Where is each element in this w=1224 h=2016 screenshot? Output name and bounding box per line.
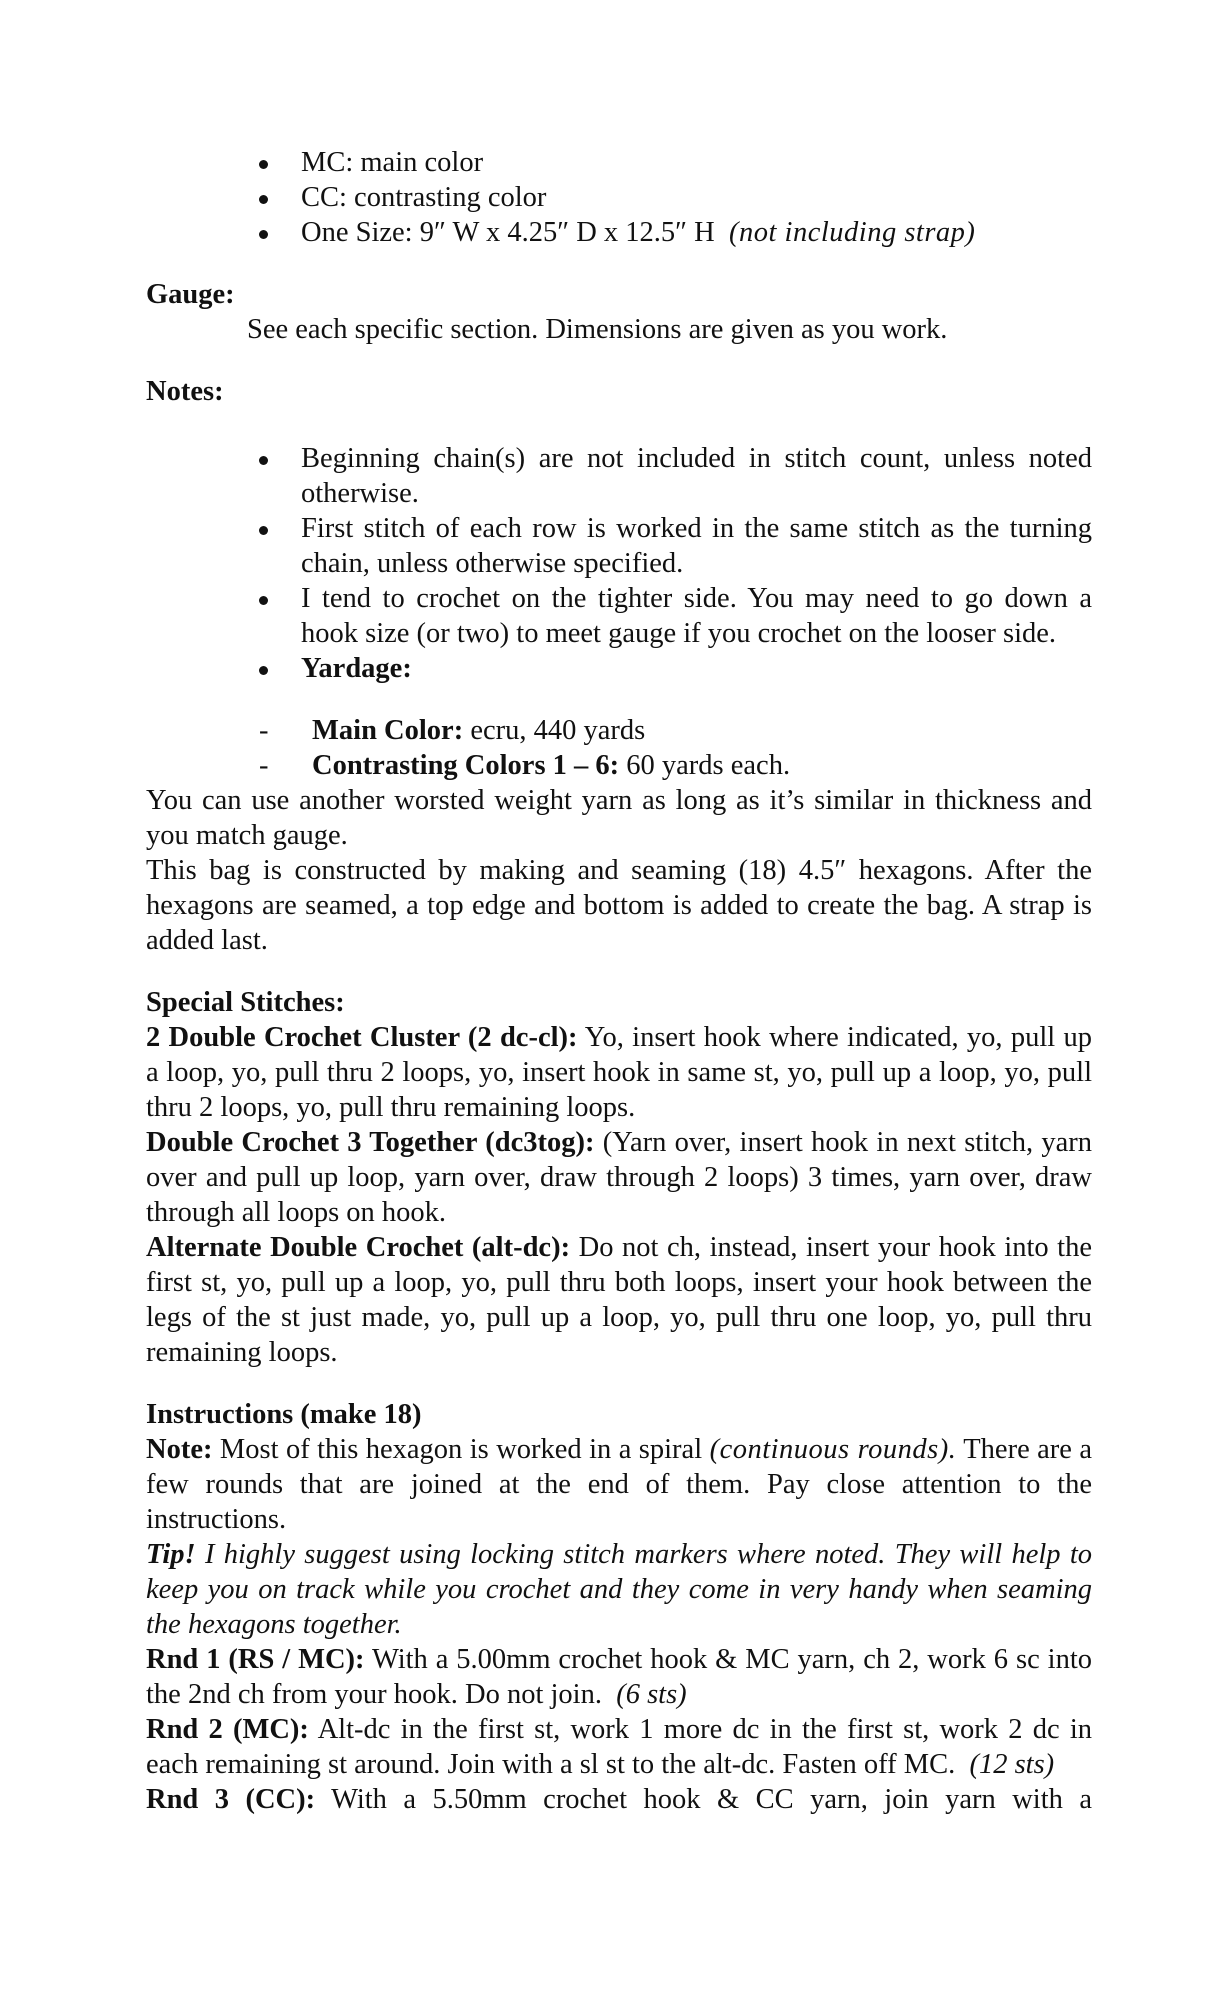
list-item-text: I tend to crochet on the tighter side. You may need to go down a hook size (or two) to meet gauge if you crochet on the looser side. bbox=[301, 583, 1092, 649]
tip-label: Tip! bbox=[146, 1539, 196, 1570]
yardage-label: Yardage: bbox=[301, 653, 412, 684]
round-label: Rnd 2 (MC): bbox=[146, 1714, 309, 1745]
round-text: Alt-dc in the first st, work 1 more dc in the first st, work 2 dc in each remaining st around. Join with a sl st to the alt-dc. Fasten off MC. bbox=[146, 1714, 1092, 1780]
list-item bbox=[146, 145, 1092, 180]
dash-marker: - bbox=[259, 715, 269, 746]
stitch-count: (12 sts) bbox=[969, 1749, 1055, 1780]
stitch-text: (Yarn over, insert hook in next stitch, yarn over and pull up loop, yarn over, draw through 2 loops) 3 times, yarn over, draw through all loops on hook. bbox=[146, 1127, 1092, 1228]
gauge-heading: Gauge: bbox=[146, 279, 235, 310]
round-label: Rnd 3 (CC): bbox=[146, 1784, 316, 1815]
yardage-item bbox=[146, 748, 1092, 783]
note-label: Note: bbox=[146, 1434, 213, 1465]
special-stitches-heading: Special Stitches: bbox=[146, 987, 345, 1018]
bullet-icon bbox=[259, 666, 268, 675]
bullet-icon bbox=[259, 526, 268, 535]
stitch-count: (6 sts) bbox=[616, 1679, 687, 1710]
yardage-item-text: 60 yards each. bbox=[626, 750, 791, 781]
round-instruction bbox=[146, 1782, 1092, 1817]
document-page bbox=[146, 145, 1092, 1817]
bullet-icon bbox=[259, 160, 268, 169]
stitch-definition bbox=[146, 1125, 1092, 1230]
stitch-text: Do not ch, instead, insert your hook into the first st, yo, pull up a loop, yo, pull thru both loops, insert your hook between the legs of the st just made, yo, pull up a loop, yo, pull thru one loop, yo, pull thru remaining loops. bbox=[146, 1232, 1093, 1368]
stitch-label: Double Crochet 3 Together (dc3tog): bbox=[146, 1127, 595, 1158]
notes-heading: Notes: bbox=[146, 376, 224, 407]
notes-list bbox=[146, 441, 1092, 686]
stitch-definition bbox=[146, 1230, 1092, 1370]
yarn-substitution-text: You can use another worsted weight yarn as long as it’s similar in thickness and you match gauge. bbox=[146, 785, 1092, 851]
instructions-heading: Instructions (make 18) bbox=[146, 1399, 422, 1430]
gauge-text: See each specific section. Dimensions are given as you work. bbox=[247, 314, 948, 345]
stitch-definition bbox=[146, 1020, 1092, 1125]
list-item-text: CC: contrasting color bbox=[301, 182, 547, 213]
yardage-list bbox=[146, 713, 1092, 783]
list-item-text: MC: main color bbox=[301, 147, 484, 178]
note-text: There are a few rounds that are joined at the end of them. Pay close attention to the instructions. bbox=[146, 1434, 1093, 1535]
list-item bbox=[146, 511, 1092, 581]
list-item-text: First stitch of each row is worked in the same stitch as the turning chain, unless otherwise specified. bbox=[301, 513, 1092, 579]
list-item bbox=[146, 215, 1092, 250]
round-instruction bbox=[146, 1712, 1092, 1782]
list-item bbox=[146, 180, 1092, 215]
round-text: With a 5.50mm crochet hook & CC yarn, join yarn with a bbox=[331, 1784, 1092, 1815]
tip-text: I highly suggest using locking stitch markers where noted. They will help to keep you on track while you crochet and they come in very handy when seaming the hexagons together. bbox=[146, 1539, 1092, 1640]
list-item bbox=[146, 441, 1092, 511]
dash-marker: - bbox=[259, 750, 269, 781]
list-item-text: Beginning chain(s) are not included in stitch count, unless noted otherwise. bbox=[301, 443, 1092, 509]
stitch-label: 2 Double Crochet Cluster (2 dc-cl): bbox=[146, 1022, 578, 1053]
list-item bbox=[146, 581, 1092, 651]
yardage-item bbox=[146, 713, 1092, 748]
size-note: (not including strap) bbox=[729, 217, 976, 248]
note-italic: (continuous rounds). bbox=[709, 1434, 957, 1465]
yardage-item-label: Main Color: bbox=[312, 715, 464, 746]
stitch-label: Alternate Double Crochet (alt-dc): bbox=[146, 1232, 571, 1263]
bullet-icon bbox=[259, 230, 268, 239]
instructions-note bbox=[146, 1432, 1092, 1537]
yardage-item-text: ecru, 440 yards bbox=[470, 715, 646, 746]
round-text: With a 5.00mm crochet hook & MC yarn, ch 2, work 6 sc into the 2nd ch from your hook. Do not join. bbox=[146, 1644, 1092, 1710]
instructions-tip bbox=[146, 1537, 1092, 1642]
list-item-text: One Size: 9″ W x 4.25″ D x 12.5″ H bbox=[301, 217, 715, 248]
round-label: Rnd 1 (RS / MC): bbox=[146, 1644, 365, 1675]
yardage-item-label: Contrasting Colors 1 – 6: bbox=[312, 750, 620, 781]
intro-list bbox=[146, 145, 1092, 250]
round-instruction bbox=[146, 1642, 1092, 1712]
bullet-icon bbox=[259, 456, 268, 465]
note-text: Most of this hexagon is worked in a spiral bbox=[219, 1434, 703, 1465]
bullet-icon bbox=[259, 596, 268, 605]
construction-text: This bag is constructed by making and seaming (18) 4.5″ hexagons. After the hexagons are seamed, a top edge and bottom is added to create the bag. A strap is added last. bbox=[146, 855, 1092, 956]
list-item bbox=[146, 651, 1092, 686]
bullet-icon bbox=[259, 195, 268, 204]
stitch-text: Yo, insert hook where indicated, yo, pull up a loop, yo, pull thru 2 loops, yo, insert hook in same st, yo, pull up a loop, yo, pull thru 2 loops, yo, pull thru remaining loops. bbox=[146, 1022, 1092, 1123]
